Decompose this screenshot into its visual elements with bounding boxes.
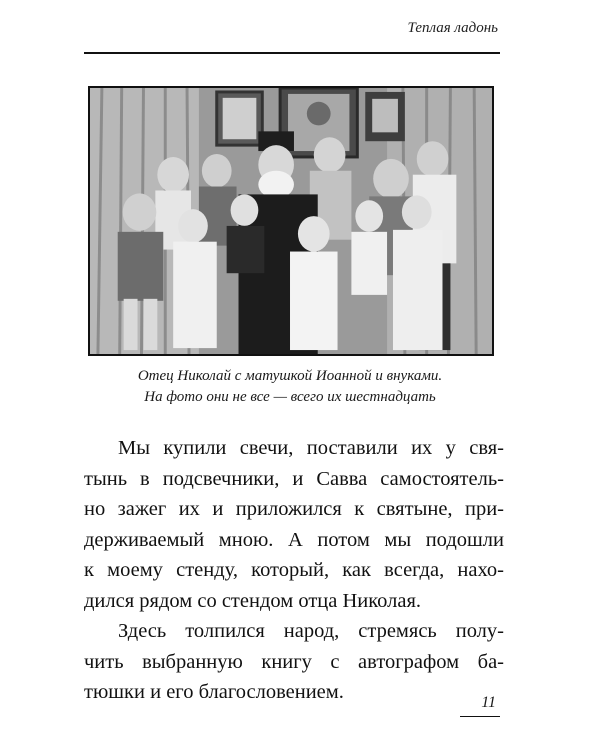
text-line: чить выбранную книгу с автографом ба- <box>84 650 504 673</box>
text-line: Здесь толпился народ, стремясь полу- <box>118 620 504 642</box>
caption-line: Отец Николай с матушкой Иоанной и внуками. <box>137 368 443 384</box>
text-line: Мы купили свечи, поставили их у свя- <box>118 437 504 459</box>
page-number: 11 <box>481 694 496 711</box>
family-photo-illustration <box>90 88 492 354</box>
footer-rule <box>460 716 500 717</box>
photo-caption <box>80 366 500 408</box>
text-line: тюшки и его благословением. <box>84 681 344 703</box>
text-line: дился рядом со стендом отца Николая. <box>84 589 422 612</box>
running-head: Теплая ладонь <box>407 20 498 36</box>
header-rule <box>84 52 500 54</box>
caption-line: На фото они не все — всего их шестнадцать <box>144 389 436 405</box>
text-line: держиваемый мною. А потом мы подошли <box>84 528 504 551</box>
text-line: тынь в подсвечники, и Савва самостоятель- <box>84 467 504 490</box>
body-text <box>84 433 504 708</box>
text-line: но зажег их и приложился к святыне, при- <box>84 498 504 520</box>
family-photo <box>88 86 494 356</box>
text-line: к моему стенду, который, как всегда, нахо- <box>84 559 504 581</box>
